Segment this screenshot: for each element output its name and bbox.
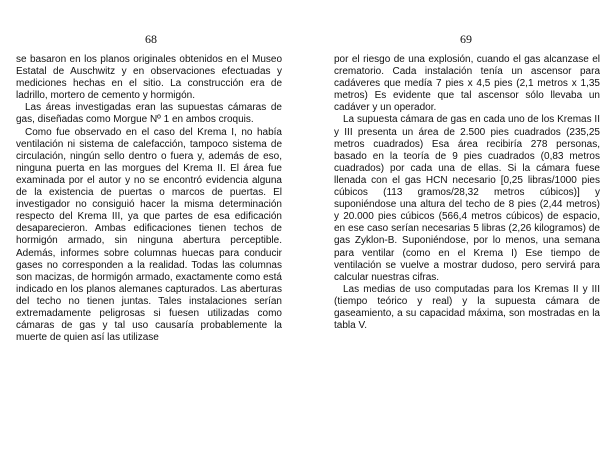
left-page — [16, 0, 286, 471]
paragraph: se basaron en los planos originales obtenidos en el Museo Estatal de Auschwitz y en observaciones efectuadas y mediciones hechas en el sitio. La construcción era de ladrillo, mortero de cemento y hormigón. — [16, 54, 282, 102]
paragraph: Las áreas investigadas eran las supuestas cámaras de gas, diseñadas como Morgue Nº 1 en ambos croquis. — [16, 102, 282, 126]
page-number: 68 — [145, 32, 157, 46]
page-body — [334, 54, 600, 332]
page-body — [16, 54, 282, 344]
paragraph: por el riesgo de una explosión, cuando el gas alcanzase el crematorio. Cada instalación tenía un ascensor para cadáveres que medía 7 pies x 4,5 pies (2,1 metros x 1,35 metros) Es evidente que tal ascensor sólo llevaba un cadáver y un operador. — [334, 54, 600, 114]
paragraph: Las medias de uso computadas para los Kremas II y III (tiempo teórico y real) y la supuesta cámara de gaseamiento, a su capacidad máxima, son mostradas en la tabla V. — [334, 283, 600, 332]
page-number: 69 — [460, 32, 472, 46]
paragraph: Como fue observado en el caso del Krema I, no había ventilación ni sistema de calefacción, tampoco sistema de circulación, ningún sello dentro o fuera y, además de eso, ninguna puerta en las morgues del Krema II. El área fue examinada por el autor y no se encontró evidencia alguna de la existencia de puertas o marcos de puertas. El investigador no consiguió hacer la misma determinación respecto del Krema III, ya que partes de esa edificación desaparecieron. Ambas edificaciones tienen techos de hormigón armado, sin ninguna abertura perceptible. Además, informes sobre columnas huecas para conducir gases no corresponden a la realidad. Todas las columnas son macizas, de hormigón armado, exactamente como está indicado en los planos alemanes capturados. Las aberturas del techo no tienen juntas. Tales instalaciones serían extremadamente peligrosas si fuesen utilizadas como cámaras de gas y tal uso causaría probablemente la muerte de quien así las utilizase — [16, 126, 282, 344]
paragraph: La supuesta cámara de gas en cada uno de los Kremas II y III presenta un área de 2.500 pies cuadrados (235,25 metros cuadrados) Esa área recibiría 278 personas, basado en la teoría de 9 pies cuadrados (0,83 metros cuadrados) por cada una de ellas. Si la cámara fuese llenada con el gas HCN necesario [0,25 libras/1000 pies cúbicos (113 gramos/28,32 metros cúbicos)] y suponiéndose una altura del techo de 8 pies (2,44 metros) y 20.000 pies cúbicos (566,4 metros cúbicos) de espacio, en ese caso serían necesarias 5 libras (2,26 kilogramos) de gas Zyklon-B. Suponiéndose, por lo menos, una semana para ventilar (como en el Krema I) Ese tiempo de ventilación se vuelve a mostrar dudoso, pero servirá para calcular nuestras cifras. — [334, 114, 600, 283]
right-page — [334, 0, 600, 471]
